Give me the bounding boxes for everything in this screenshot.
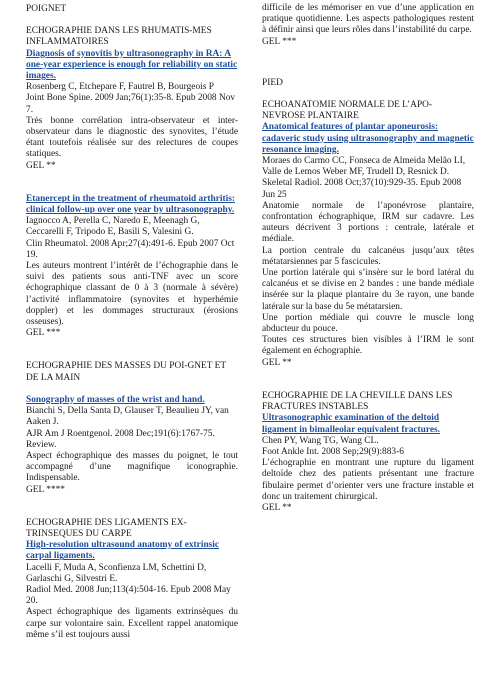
article-deltoid-ligament: [262, 413, 474, 514]
article-summary: L’échographie en montrant une rupture du ligament deltoïde chez des patients présentant une fracture fibulaire permet d’orienter vers une fracture instable et donc un traitement chirurgical.: [262, 458, 474, 502]
article-title-link[interactable]: High-resolution ultrasound anatomy of extrinsic carpal ligaments.: [26, 540, 220, 562]
article-journal: Clin Rheumatol. 2008 Apr;27(4):491-6. Epub 2007 Oct 19.: [26, 238, 235, 260]
article-summary-line: Toutes ces structures bien visibles à l’IRM le sont également en échographie.: [262, 335, 474, 357]
section-rhumatismes: [26, 26, 238, 339]
article-plantar-aponeurosis: [262, 122, 474, 368]
article-journal: Radiol Med. 2008 Jun;113(4):504-16. Epub 2008 May 20.: [26, 584, 231, 607]
article-summary-line: Anatomie normale de l’aponévrose plantaire, confrontation échographique, IRM sur cadavre. Les auteurs décrivent 3 portions : centrale, latérale et médiale.: [262, 200, 474, 245]
article-summary: Les auteurs montrent l’intérêt de l’échographie dans le suivi des patients sous anti-TNF avec un score échographique classant de 0 à 3 (normale à sévère) l’activité inflammatoire (synovites et hyperhémie doppler) et les dommages structuraux (érosions osseuses).: [26, 261, 238, 328]
article-authors: Iagnocco A, Perella C, Naredo E, Meenagh G, Ceccarelli F, Tripodo E, Basili S, Valesini G.: [26, 216, 200, 238]
article-title-link[interactable]: Anatomical features of plantar aponeurosis: cadaveric study using ultrasonography and magnetic resonance imaging.: [262, 122, 474, 155]
article-summary-line: Une portion latérale qui s’insère sur le bord latéral du calcanéus et se divise en 2 bandes : une bande médiale insérée sur la plaque plantaire du 3e rayon, une bande latérale sur la base du 5e métatarsien.: [262, 268, 474, 312]
article-journal: Joint Bone Spine. 2009 Jan;76(1):35-8. Epub 2008 Nov 7.: [26, 93, 236, 115]
article-gel-rating: GEL **: [26, 160, 56, 171]
article-authors: Moraes do Carmo CC, Fonseca de Almeida Melão LI, Valle de Lemos Weber MF, Trudell D, Resnick D.: [262, 156, 466, 178]
article-sonography-masses: [26, 395, 238, 496]
right-column: [262, 4, 474, 514]
article-journal: Foot Ankle Int. 2008 Sep;29(9):883-6: [262, 446, 404, 457]
section-ligaments: [26, 518, 238, 641]
article-journal: AJR Am J Roentgenol. 2008 Dec;191(6):1767-75. Review.: [26, 428, 215, 450]
continuation-block: [262, 3, 474, 48]
section-heading: ECHOANATOMIE NORMALE DE L’APO-NEVROSE PLANTAIRE: [262, 100, 433, 122]
region-heading-pied: PIED: [262, 77, 283, 88]
article-authors: Bianchi S, Della Santa D, Glauser T, Beaulieu JY, van Aaken J.: [26, 406, 229, 428]
section-aponevrose: [262, 100, 474, 369]
left-column: [26, 4, 238, 641]
article-title-link[interactable]: Sonography of masses of the wrist and hand.: [26, 394, 205, 405]
article-carpal-ligaments: [26, 540, 238, 641]
article-etanercept: [26, 194, 238, 340]
section-heading: ECHOGRAPHIE DANS LES RHUMATIS-MES INFLAMMATOIRES: [26, 26, 212, 48]
article-summary-line: Une portion médiale qui couvre le muscle long abducteur du pouce.: [262, 312, 474, 335]
article-summary: Très bonne corrélation intra-observateur et inter-observateur dans le diagnostic des synovites, l’étude étant toutefois réalisée sur des relectures de coupes statiques.: [26, 115, 238, 160]
continuation-text: difficile de les mémoriser en vue d’une application en pratique quotidienne. Les aspects pathologiques restent à définir ainsi que leurs rôles dans l’instabilité du carpe.: [262, 3, 474, 36]
article-gel-rating: GEL ****: [26, 484, 65, 495]
article-title-link[interactable]: Etanercept in the treatment of rheumatoid arthritis: clinical follow-up over one year by ultrasonography.: [26, 193, 235, 216]
article-synovitis: [26, 49, 238, 172]
region-heading-poignet: POIGNET: [26, 4, 67, 14]
article-summary: Aspect échographique des ligaments extrinsèques du carpe sur volontaire sain. Excellent rappel anatomique même s’il est toujours aussi: [26, 607, 238, 640]
article-authors: Rosenberg C, Etcheparе F, Fautrel B, Bourgeois P: [26, 82, 214, 93]
article-summary-line: La portion centrale du calcanéus jusqu’aux têtes métatarsiennes par 5 fascicules.: [262, 245, 474, 267]
section-cheville: [262, 391, 474, 514]
article-title-link[interactable]: Ultrasonographic examination of the deltoid ligament in bimalleolar equivalent fractures.: [262, 413, 441, 435]
article-gel-rating: GEL ***: [26, 328, 61, 339]
section-heading: ECHOGRAPHIE DES MASSES DU POI-GNET ET DE LA MAIN: [26, 361, 226, 383]
article-title-link[interactable]: Diagnosis of synovitis by ultrasonography in RA: A one-year experience is enough for reliability on static images.: [26, 48, 238, 82]
article-gel-rating: GEL **: [262, 502, 292, 513]
article-authors: Lacelli F, Muda A, Sconfienza LM, Schettini D, Garlaschi G, Silvestri E.: [26, 562, 207, 584]
article-gel-rating: GEL **: [262, 357, 292, 368]
article-summary: Aspect échographique des masses du poignet, le tout accompagné d’une magnifique iconographie. Indispensable.: [26, 450, 238, 484]
section-heading: ECHOGRAPHIE DES LIGAMENTS EX-TRINSEQUES DU CARPE: [26, 517, 187, 539]
article-journal: Skeletal Radiol. 2008 Oct;37(10):929-35. Epub 2008 Jun 25: [262, 178, 462, 200]
section-heading: ECHOGRAPHIE DE LA CHEVILLE DANS LES FRACTURES INSTABLES: [262, 390, 453, 413]
article-authors: Chen PY, Wang TG, Wang CL.: [262, 435, 379, 446]
article-gel-rating: GEL ***: [262, 36, 297, 47]
section-masses: [26, 361, 238, 495]
